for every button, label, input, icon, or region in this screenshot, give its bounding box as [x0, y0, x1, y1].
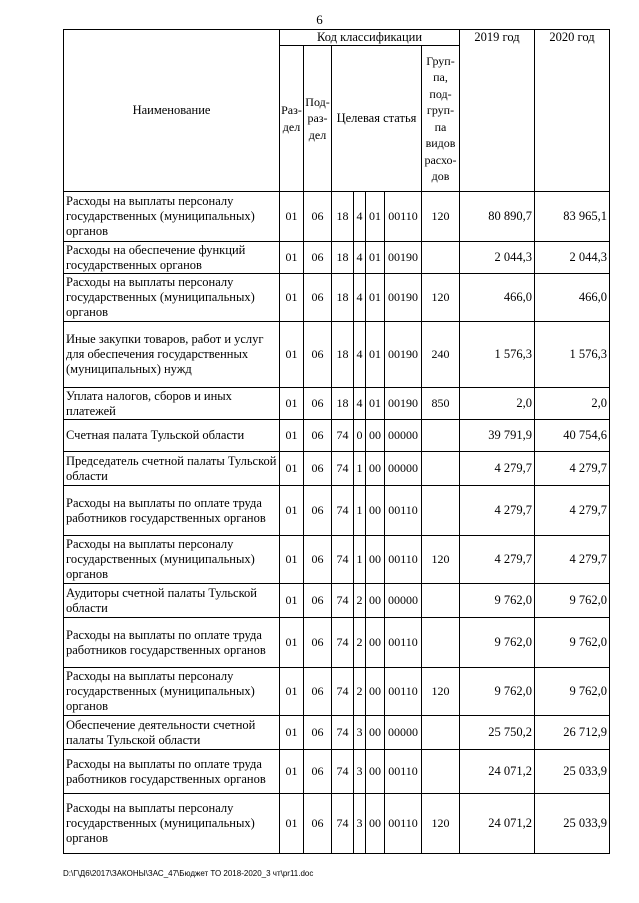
- row-target-main: 00: [366, 668, 385, 716]
- row-value-2020: 4 279,7: [535, 452, 610, 486]
- row-target-program: 18: [332, 322, 354, 388]
- row-target-direction: 00190: [385, 274, 422, 322]
- row-name: Расходы на выплаты персоналу государственных (муниципальных) органов: [64, 668, 280, 716]
- row-target-program: 74: [332, 584, 354, 618]
- row-name: Расходы на выплаты по оплате труда работников государственных органов: [64, 486, 280, 536]
- row-target-direction: 00000: [385, 452, 422, 486]
- row-value-2019: 9 762,0: [460, 668, 535, 716]
- row-razdel: 01: [280, 716, 304, 750]
- table-row: [64, 716, 610, 750]
- row-value-2020: 4 279,7: [535, 536, 610, 584]
- row-target-direction: 00190: [385, 242, 422, 274]
- row-target-main: 00: [366, 486, 385, 536]
- table-row: [64, 486, 610, 536]
- header-razdel: Раз-дел: [280, 46, 304, 192]
- row-target-program: 74: [332, 536, 354, 584]
- table-row: [64, 388, 610, 420]
- row-value-2019: 4 279,7: [460, 486, 535, 536]
- row-target-subprogram: 0: [354, 420, 366, 452]
- row-value-2020: 9 762,0: [535, 618, 610, 668]
- row-value-2020: 26 712,9: [535, 716, 610, 750]
- row-target-subprogram: 2: [354, 618, 366, 668]
- row-target-program: 74: [332, 420, 354, 452]
- row-target-main: 00: [366, 536, 385, 584]
- row-target-direction: 00000: [385, 716, 422, 750]
- header-2020: 2020 год: [535, 30, 610, 192]
- table-row: [64, 452, 610, 486]
- row-podrazdel: 06: [304, 274, 332, 322]
- row-expense-group: [422, 420, 460, 452]
- row-razdel: 01: [280, 452, 304, 486]
- row-podrazdel: 06: [304, 716, 332, 750]
- row-target-main: 00: [366, 584, 385, 618]
- row-name: Расходы на выплаты персоналу государственных (муниципальных) органов: [64, 274, 280, 322]
- row-value-2020: 9 762,0: [535, 584, 610, 618]
- header-row-1: [64, 30, 610, 46]
- row-razdel: 01: [280, 242, 304, 274]
- table-row: [64, 242, 610, 274]
- row-target-main: 01: [366, 388, 385, 420]
- row-name: Расходы на выплаты персоналу государственных (муниципальных) органов: [64, 794, 280, 854]
- row-target-subprogram: 1: [354, 536, 366, 584]
- row-podrazdel: 06: [304, 536, 332, 584]
- row-target-subprogram: 3: [354, 750, 366, 794]
- page-number: 6: [316, 12, 323, 27]
- row-target-program: 74: [332, 452, 354, 486]
- row-razdel: 01: [280, 274, 304, 322]
- row-expense-group: 120: [422, 668, 460, 716]
- row-expense-group: 120: [422, 192, 460, 242]
- row-target-program: 18: [332, 192, 354, 242]
- row-razdel: 01: [280, 584, 304, 618]
- row-target-program: 18: [332, 274, 354, 322]
- row-podrazdel: 06: [304, 750, 332, 794]
- row-target-program: 18: [332, 242, 354, 274]
- row-razdel: 01: [280, 536, 304, 584]
- row-podrazdel: 06: [304, 322, 332, 388]
- row-expense-group: [422, 452, 460, 486]
- row-value-2020: 9 762,0: [535, 668, 610, 716]
- row-target-subprogram: 4: [354, 192, 366, 242]
- row-value-2019: 2 044,3: [460, 242, 535, 274]
- row-target-subprogram: 2: [354, 668, 366, 716]
- row-target-program: 18: [332, 388, 354, 420]
- row-razdel: 01: [280, 388, 304, 420]
- row-value-2020: 1 576,3: [535, 322, 610, 388]
- row-value-2019: 25 750,2: [460, 716, 535, 750]
- row-razdel: 01: [280, 750, 304, 794]
- row-value-2020: 4 279,7: [535, 486, 610, 536]
- row-expense-group: 850: [422, 388, 460, 420]
- row-target-main: 00: [366, 716, 385, 750]
- row-expense-group: [422, 750, 460, 794]
- row-target-main: 00: [366, 452, 385, 486]
- row-value-2020: 83 965,1: [535, 192, 610, 242]
- row-name: Расходы на обеспечение функций государственных органов: [64, 242, 280, 274]
- row-value-2019: 1 576,3: [460, 322, 535, 388]
- row-target-subprogram: 3: [354, 794, 366, 854]
- row-target-main: 00: [366, 750, 385, 794]
- row-razdel: 01: [280, 192, 304, 242]
- row-target-subprogram: 3: [354, 716, 366, 750]
- budget-table: [63, 29, 610, 854]
- row-target-main: 00: [366, 618, 385, 668]
- table-row: [64, 794, 610, 854]
- row-target-program: 74: [332, 618, 354, 668]
- row-razdel: 01: [280, 794, 304, 854]
- row-name: Уплата налогов, сборов и иных платежей: [64, 388, 280, 420]
- row-value-2020: 25 033,9: [535, 794, 610, 854]
- row-podrazdel: 06: [304, 794, 332, 854]
- row-razdel: 01: [280, 486, 304, 536]
- table-row: [64, 274, 610, 322]
- row-value-2019: 9 762,0: [460, 618, 535, 668]
- row-razdel: 01: [280, 618, 304, 668]
- footer-path: D:\Г\Д6\2017\ЗАКОНЫ\ЗАС_47\Бюджет ТО 2018-2020_3 чт\pr11.doc: [63, 869, 314, 878]
- row-podrazdel: 06: [304, 192, 332, 242]
- row-expense-group: [422, 486, 460, 536]
- row-target-program: 74: [332, 668, 354, 716]
- row-target-program: 74: [332, 486, 354, 536]
- row-name: Расходы на выплаты персоналу государственных (муниципальных) органов: [64, 536, 280, 584]
- row-target-subprogram: 4: [354, 274, 366, 322]
- row-expense-group: [422, 242, 460, 274]
- row-value-2019: 9 762,0: [460, 584, 535, 618]
- row-target-main: 00: [366, 794, 385, 854]
- table-row: [64, 618, 610, 668]
- row-target-program: 74: [332, 716, 354, 750]
- row-podrazdel: 06: [304, 388, 332, 420]
- table-row: [64, 420, 610, 452]
- row-target-subprogram: 4: [354, 388, 366, 420]
- row-target-direction: 00110: [385, 794, 422, 854]
- row-podrazdel: 06: [304, 452, 332, 486]
- row-razdel: 01: [280, 420, 304, 452]
- row-target-main: 01: [366, 242, 385, 274]
- row-target-program: 74: [332, 750, 354, 794]
- row-target-subprogram: 4: [354, 242, 366, 274]
- table-row: [64, 322, 610, 388]
- row-value-2020: 40 754,6: [535, 420, 610, 452]
- row-target-direction: 00110: [385, 192, 422, 242]
- row-target-direction: 00110: [385, 536, 422, 584]
- row-expense-group: [422, 716, 460, 750]
- row-name: Обеспечение деятельности счетной палаты Тульской области: [64, 716, 280, 750]
- row-target-direction: 00000: [385, 420, 422, 452]
- row-name: Председатель счетной палаты Тульской области: [64, 452, 280, 486]
- row-target-direction: 00190: [385, 322, 422, 388]
- row-target-subprogram: 1: [354, 452, 366, 486]
- row-podrazdel: 06: [304, 486, 332, 536]
- row-value-2019: 4 279,7: [460, 452, 535, 486]
- row-name: Аудиторы счетной палаты Тульской области: [64, 584, 280, 618]
- row-target-direction: 00110: [385, 486, 422, 536]
- row-expense-group: [422, 618, 460, 668]
- row-target-main: 00: [366, 420, 385, 452]
- row-expense-group: 120: [422, 536, 460, 584]
- row-value-2020: 466,0: [535, 274, 610, 322]
- row-value-2020: 25 033,9: [535, 750, 610, 794]
- row-name: Расходы на выплаты по оплате труда работников государственных органов: [64, 618, 280, 668]
- row-name: Счетная палата Тульской области: [64, 420, 280, 452]
- table-row: [64, 536, 610, 584]
- header-target: Целевая статья: [332, 46, 422, 192]
- header-podrazdel: Под-раз-дел: [304, 46, 332, 192]
- row-value-2019: 39 791,9: [460, 420, 535, 452]
- row-expense-group: [422, 584, 460, 618]
- row-podrazdel: 06: [304, 242, 332, 274]
- row-value-2019: 2,0: [460, 388, 535, 420]
- row-razdel: 01: [280, 322, 304, 388]
- row-value-2019: 24 071,2: [460, 794, 535, 854]
- row-razdel: 01: [280, 668, 304, 716]
- row-value-2019: 466,0: [460, 274, 535, 322]
- row-podrazdel: 06: [304, 420, 332, 452]
- row-expense-group: 240: [422, 322, 460, 388]
- row-value-2019: 4 279,7: [460, 536, 535, 584]
- row-target-subprogram: 2: [354, 584, 366, 618]
- row-target-subprogram: 1: [354, 486, 366, 536]
- row-value-2019: 24 071,2: [460, 750, 535, 794]
- row-podrazdel: 06: [304, 668, 332, 716]
- row-target-direction: 00110: [385, 668, 422, 716]
- row-target-direction: 00110: [385, 750, 422, 794]
- row-target-program: 74: [332, 794, 354, 854]
- table-row: [64, 192, 610, 242]
- row-target-subprogram: 4: [354, 322, 366, 388]
- header-2019: 2019 год: [460, 30, 535, 192]
- row-target-direction: 00000: [385, 584, 422, 618]
- row-name: Иные закупки товаров, работ и услуг для обеспечения государственных (муниципальных) нужд: [64, 322, 280, 388]
- row-target-main: 01: [366, 192, 385, 242]
- table-row: [64, 668, 610, 716]
- row-value-2020: 2 044,3: [535, 242, 610, 274]
- row-name: Расходы на выплаты персоналу государственных (муниципальных) органов: [64, 192, 280, 242]
- row-podrazdel: 06: [304, 618, 332, 668]
- row-value-2020: 2,0: [535, 388, 610, 420]
- row-podrazdel: 06: [304, 584, 332, 618]
- row-target-main: 01: [366, 322, 385, 388]
- row-target-direction: 00190: [385, 388, 422, 420]
- header-code: Код классификации: [280, 30, 460, 46]
- row-value-2019: 80 890,7: [460, 192, 535, 242]
- row-name: Расходы на выплаты по оплате труда работников государственных органов: [64, 750, 280, 794]
- header-name: Наименование: [64, 30, 280, 192]
- header-group: Груп-па, под-груп-па видов расхо-дов: [422, 46, 460, 192]
- table-row: [64, 584, 610, 618]
- row-expense-group: 120: [422, 274, 460, 322]
- row-target-main: 01: [366, 274, 385, 322]
- row-expense-group: 120: [422, 794, 460, 854]
- row-target-direction: 00110: [385, 618, 422, 668]
- table-row: [64, 750, 610, 794]
